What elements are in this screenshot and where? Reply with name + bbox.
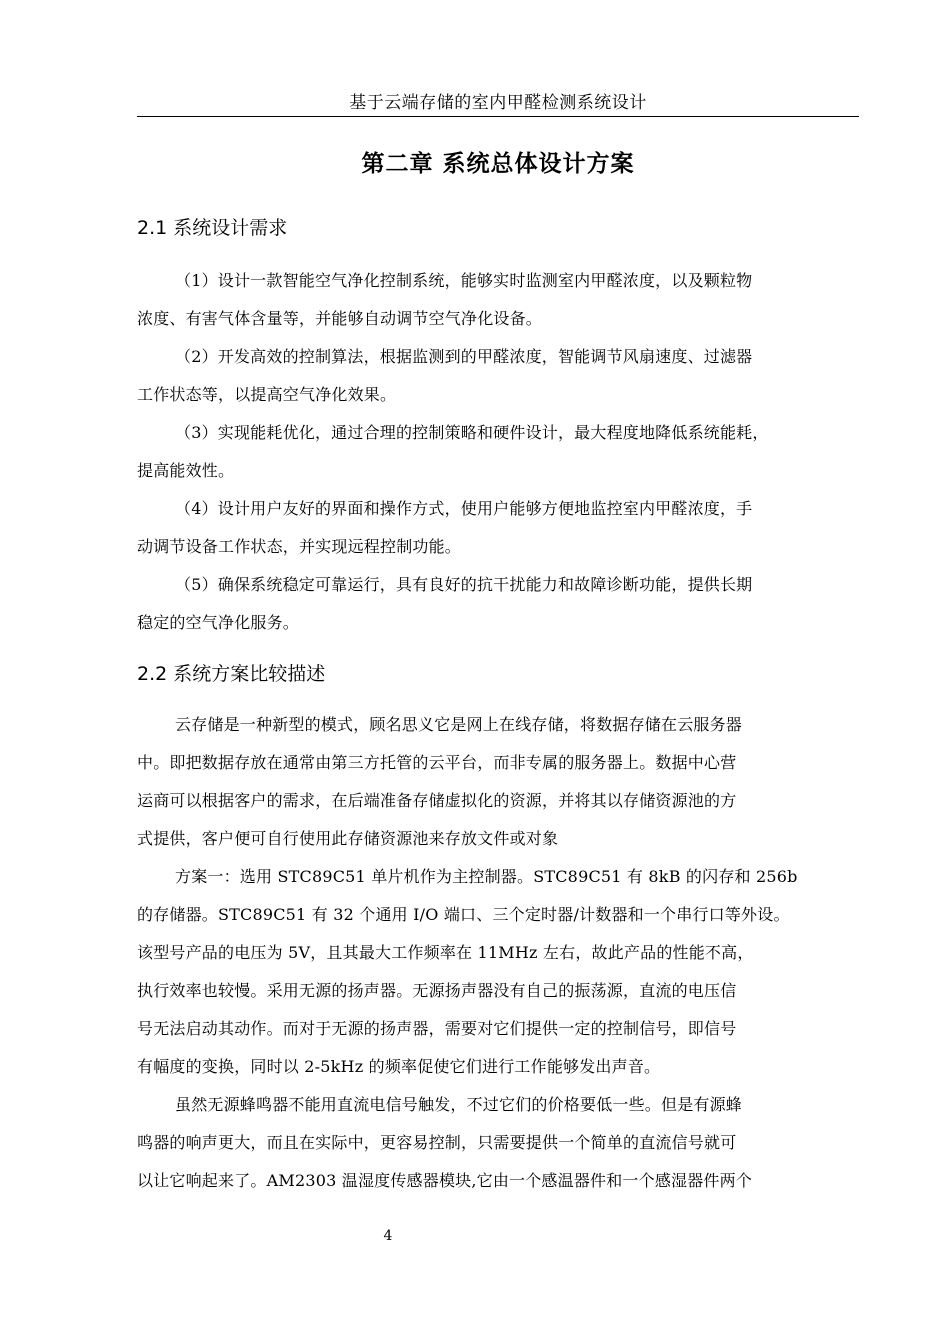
section-heading-2-2: 2.2 系统方案比较描述	[137, 663, 326, 685]
running-header: 基于云端存储的室内甲醛检测系统设计	[349, 93, 647, 113]
paragraph-line: 云存储是一种新型的模式，顾名思义它是网上在线存储，将数据存储在云服务器	[175, 715, 743, 734]
paragraph-line: 号无法启动其动作。而对于无源的扬声器，需要对它们提供一定的控制信号，即信号	[137, 1019, 737, 1038]
paragraph-line: 浓度、有害气体含量等，并能够自动调节空气净化设备。	[137, 309, 543, 328]
paragraph-line: 提高能效性。	[137, 461, 235, 480]
paragraph-line: （5）确保系统稳定可靠运行，具有良好的抗干扰能力和故障诊断功能，提供长期	[175, 575, 753, 594]
paragraph-line: 该型号产品的电压为 5V，且其最大工作频率在 11MHz 左右，故此产品的性能不高，	[137, 943, 754, 962]
paragraph-line: 虽然无源蜂鸣器不能用直流电信号触发，不过它们的价格要低一些。但是有源蜂	[175, 1095, 743, 1114]
paragraph-line: （3）实现能耗优化，通过合理的控制策略和硬件设计，最大程度地降低系统能耗，	[175, 423, 769, 442]
paragraph-line: （1）设计一款智能空气净化控制系统，能够实时监测室内甲醛浓度，以及颗粒物	[175, 271, 753, 290]
paragraph-line: 的存储器。STC89C51 有 32 个通用 I/O 端口、三个定时器/计数器和一个串行口等外设。	[137, 905, 790, 924]
section-2-1-body	[137, 262, 872, 642]
paragraph-line: 运商可以根据客户的需求，在后端准备存储虚拟化的资源，并将其以存储资源池的方	[137, 791, 737, 810]
section-heading-2-1: 2.1 系统设计需求	[137, 217, 288, 239]
paragraph-line: （2）开发高效的控制算法，根据监测到的甲醛浓度，智能调节风扇速度、过滤器	[175, 347, 753, 366]
paragraph-line: 有幅度的变换，同时以 2-5kHz 的频率促使它们进行工作能够发出声音。	[137, 1057, 661, 1076]
paragraph-line: 方案一：选用 STC89C51 单片机作为主控制器。STC89C51 有 8kB 的闪存和 256b	[175, 867, 798, 886]
paragraph-line: 动调节设备工作状态，并实现远程控制功能。	[137, 537, 462, 556]
header-rule	[137, 116, 859, 117]
chapter-title: 第二章 系统总体设计方案	[361, 151, 635, 177]
paragraph-line: 以让它响起来了。AM2303 温湿度传感器模块,它由一个感温器件和一个感湿器件两个	[137, 1171, 753, 1190]
paragraph-line: 工作状态等，以提高空气净化效果。	[137, 385, 397, 404]
paragraph-line: 稳定的空气净化服务。	[137, 613, 300, 632]
paragraph-line: （4）设计用户友好的界面和操作方式，使用户能够方便地监控室内甲醛浓度，手	[175, 499, 753, 518]
section-2-2-body	[137, 706, 872, 1200]
paragraph-line: 中。即把数据存放在通常由第三方托管的云平台，而非专属的服务器上。数据中心营	[137, 753, 737, 772]
paragraph-line: 执行效率也较慢。采用无源的扬声器。无源扬声器没有自己的振荡源，直流的电压信	[137, 981, 737, 1000]
paragraph-line: 鸣器的响声更大，而且在实际中，更容易控制，只需要提供一个简单的直流信号就可	[137, 1133, 737, 1152]
paragraph-line: 式提供，客户便可自行使用此存储资源池来存放文件或对象	[137, 829, 559, 848]
page-number: 4	[383, 1228, 393, 1244]
